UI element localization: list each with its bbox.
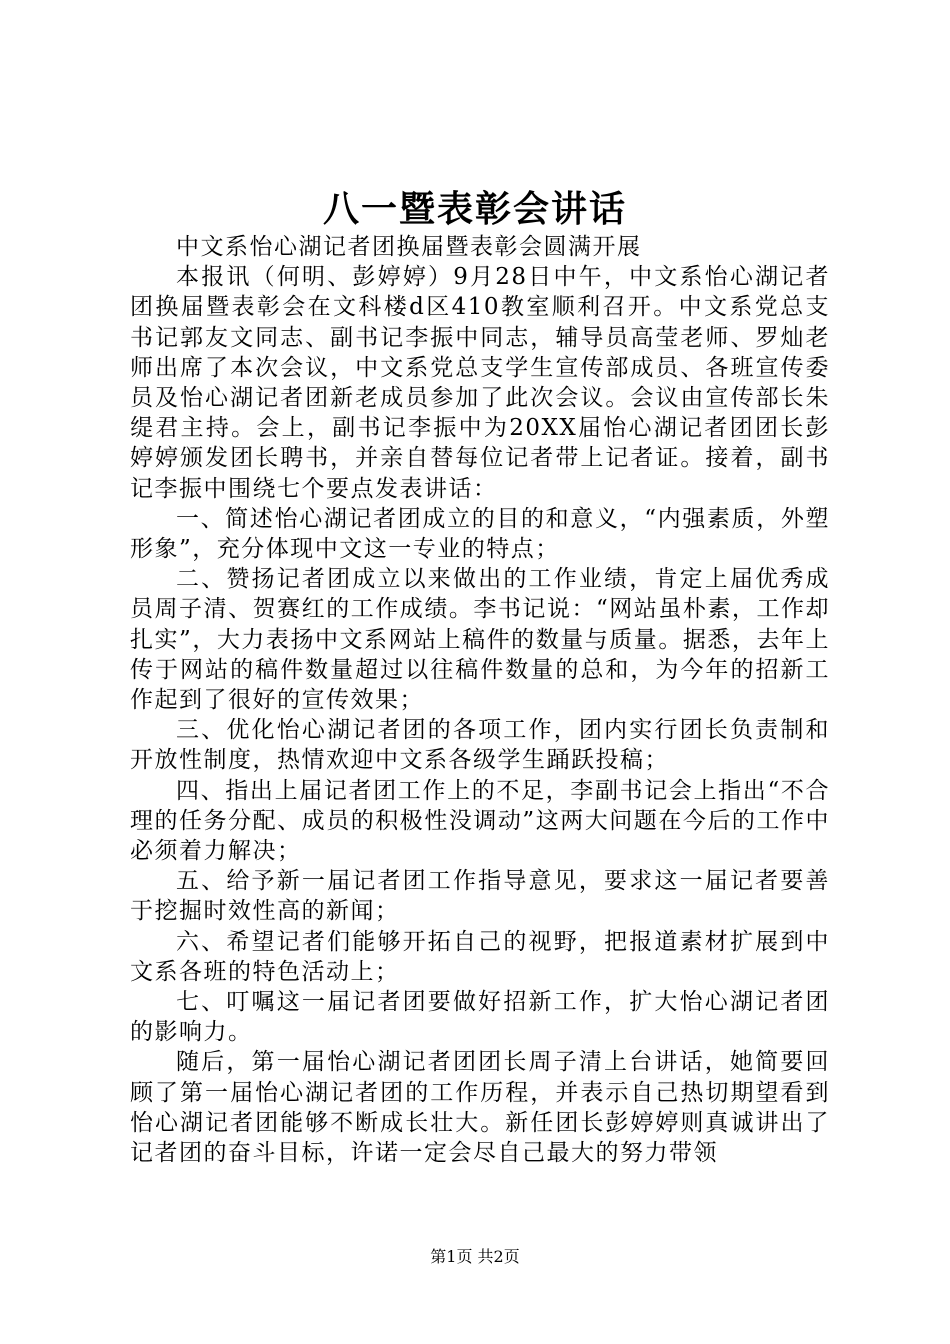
body-paragraph: 二、赞扬记者团成立以来做出的工作业绩，肯定上届优秀成员周子清、贺赛红的工作成绩。李书记说：“网站虽朴素，工作却扎实”，大力表扬中文系网站上稿件的数量与质量。据悉，去年上传于网站的稿件数量超过以往稿件数量的总和，为今年的招新工作起到了很好的宣传效果；	[130, 566, 830, 714]
body-paragraph: 七、叮嘱这一届记者团要做好招新工作，扩大怡心湖记者团的影响力。	[130, 989, 830, 1046]
body-paragraph: 四、指出上届记者团工作上的不足，李副书记会上指出“不合理的任务分配、成员的积极性没调动”这两大问题在今后的工作中必须着力解决；	[130, 777, 830, 865]
page-number-footer: 第1页 共2页	[430, 1247, 520, 1266]
body-paragraph: 随后，第一届怡心湖记者团团长周子清上台讲话，她简要回顾了第一届怡心湖记者团的工作历程，并表示自己热切期望看到怡心湖记者团能够不断成长壮大。新任团长彭婷婷则真诚讲出了记者团的奋斗目标，许诺一定会尽自己最大的努力带领	[130, 1049, 830, 1167]
body-paragraph: 一、简述怡心湖记者团成立的目的和意义，“内强素质，外塑形象”，充分体现中文这一专业的特点；	[130, 505, 830, 563]
body-paragraph: 三、优化怡心湖记者团的各项工作，团内实行团长负责制和开放性制度，热情欢迎中文系各级学生踊跃投稿；	[130, 717, 830, 774]
body-paragraph: 五、给予新一届记者团工作指导意见，要求这一届记者要善于挖掘时效性高的新闻；	[130, 868, 830, 925]
subtitle-paragraph: 中文系怡心湖记者团换届暨表彰会圆满开展	[176, 234, 642, 260]
document-title: 八一暨表彰会讲话	[322, 188, 627, 230]
body-paragraph: 本报讯（何明、彭婷婷）9月28日中午，中文系怡心湖记者团换届暨表彰会在文科楼d区410教室顺利召开。中文系党总支书记郭友文同志、副书记李振中同志，辅导员高莹老师、罗灿老师出席了本次会议，中文系党总支学生宣传部成员、各班宣传委员及怡心湖记者团新老成员参加了此次会议。会议由宣传部长朱缇君主持。会上，副书记李振中为20XX届怡心湖记者团团长彭婷婷颁发团长聘书，并亲自替每位记者带上记者证。接着，副书记李振中围绕七个要点发表讲话：	[130, 264, 830, 502]
document-body	[130, 232, 830, 1168]
body-paragraph: 六、希望记者们能够开拓自己的视野，把报道素材扩展到中文系各班的特色活动上；	[130, 928, 830, 985]
